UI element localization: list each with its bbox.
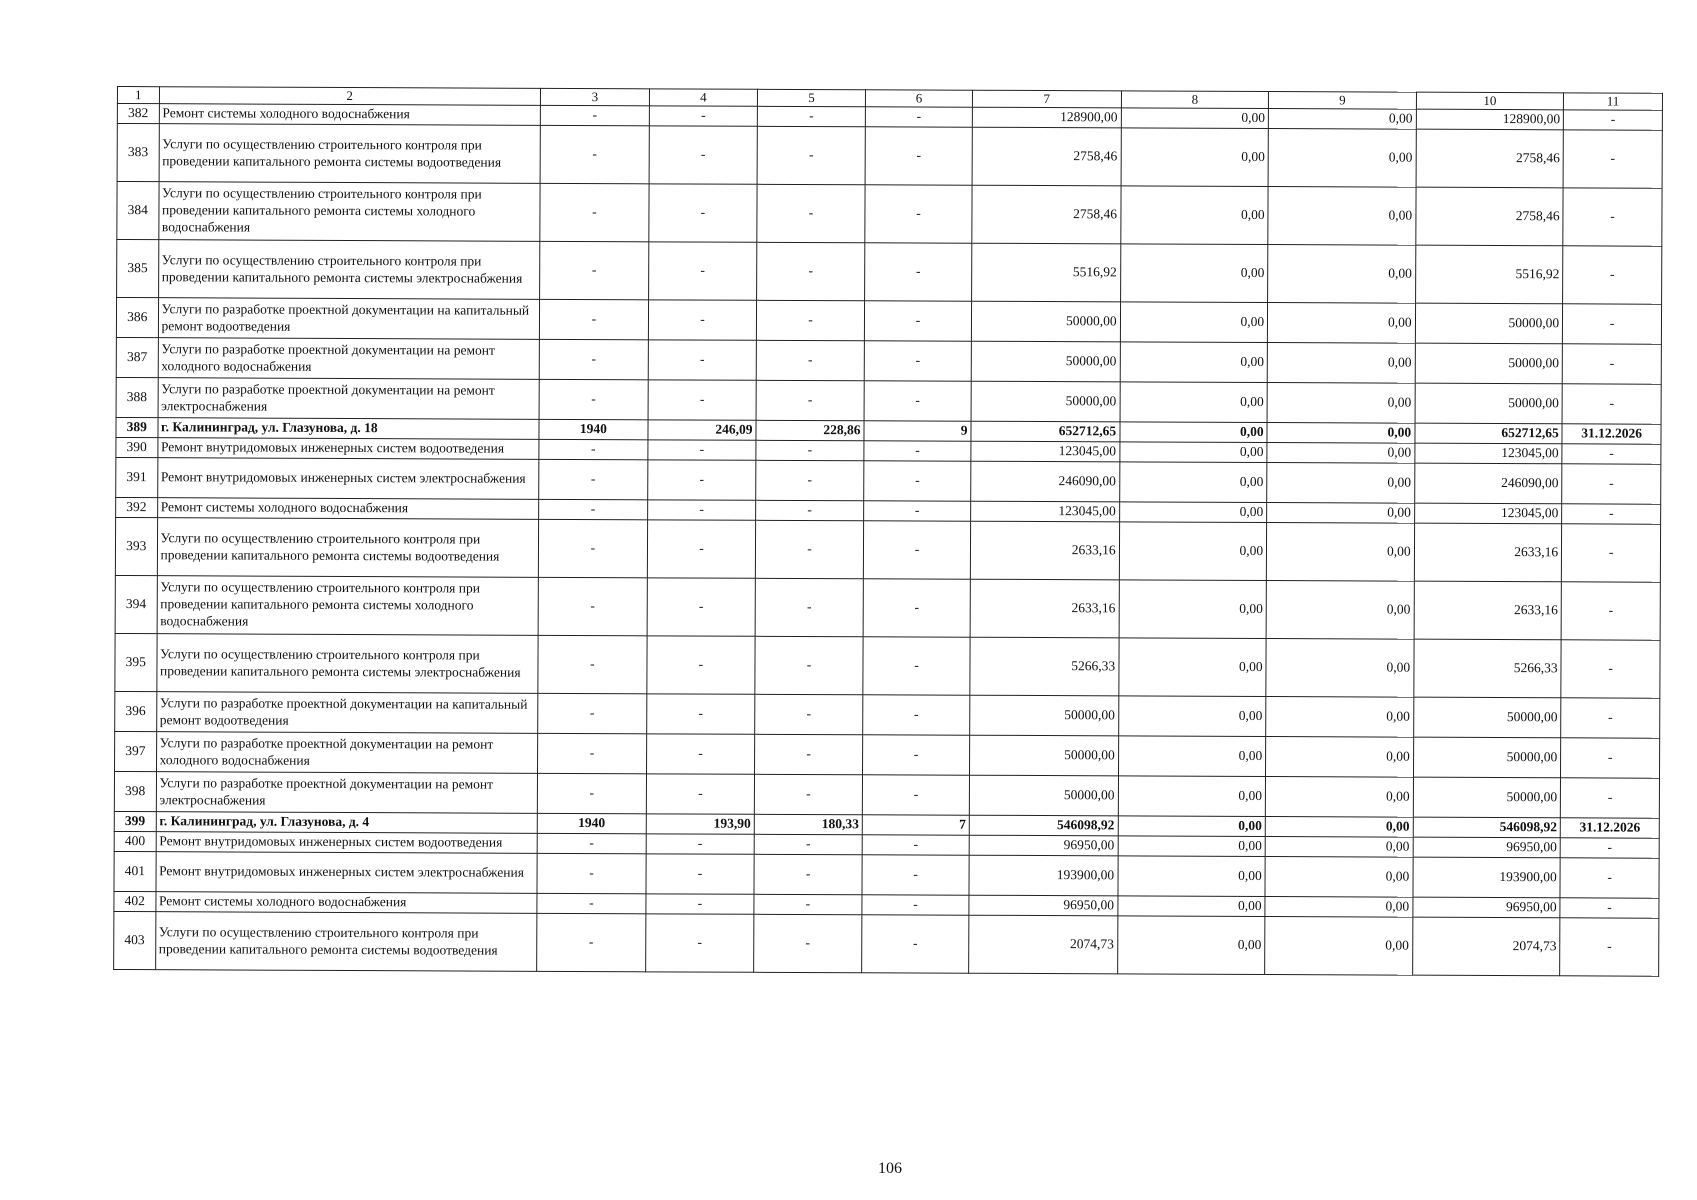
- cell-col3: -: [539, 440, 648, 460]
- table-row: [115, 634, 1660, 699]
- table-row: [115, 576, 1660, 641]
- cell-col7: 2758,46: [972, 185, 1121, 244]
- cell-col10: 96950,00: [1413, 897, 1561, 918]
- row-number: 389: [116, 418, 158, 438]
- cell-col11: 31.12.2026: [1562, 424, 1661, 444]
- cell-col3: -: [539, 460, 648, 500]
- cell-col3: 1940: [539, 420, 648, 440]
- column-header: 5: [757, 89, 865, 107]
- cell-col8: 0,00: [1121, 108, 1269, 129]
- cell-col9: 0,00: [1267, 463, 1415, 504]
- cell-col8: 0,00: [1120, 302, 1268, 343]
- table-row: [117, 182, 1662, 247]
- cell-col6: -: [864, 341, 971, 381]
- cell-col5: -: [756, 501, 864, 521]
- cell-col8: 0,00: [1118, 776, 1266, 817]
- cell-col10: 123045,00: [1415, 443, 1563, 464]
- cell-col7: 50000,00: [970, 735, 1119, 776]
- cell-col6: -: [864, 381, 971, 421]
- row-number: 394: [115, 576, 157, 634]
- cell-col10: 246090,00: [1414, 463, 1562, 504]
- cell-col3: -: [537, 854, 646, 894]
- cell-col3: 1940: [537, 814, 646, 834]
- table-row: [114, 912, 1659, 977]
- cell-col9: 0,00: [1268, 109, 1416, 130]
- cell-col11: -: [1562, 464, 1661, 504]
- cell-col6: -: [862, 855, 969, 895]
- cell-col11: -: [1562, 504, 1661, 524]
- cell-col4: 246,09: [648, 420, 756, 440]
- cell-col7: 123045,00: [971, 501, 1120, 522]
- row-number: 384: [117, 182, 159, 240]
- cell-col8: 0,00: [1118, 638, 1266, 697]
- cell-col9: 0,00: [1267, 443, 1415, 464]
- work-description: Услуги по разработке проектной документации на капитальный ремонт водоотведения: [158, 298, 539, 340]
- cell-col3: -: [536, 914, 645, 972]
- cell-col6: -: [865, 243, 972, 301]
- cell-col11: -: [1561, 738, 1660, 778]
- cell-col10: 193900,00: [1413, 857, 1561, 898]
- cell-col9: 0,00: [1267, 343, 1415, 384]
- cell-col4: -: [646, 894, 754, 914]
- work-description: Услуги по осуществлению строительного контроля при проведении капитального ремонта системы электроснабжения: [156, 634, 538, 694]
- cell-col6: -: [862, 835, 969, 855]
- work-description: Услуги по осуществлению строительного контроля при проведении капитального ремонта системы водоотведения: [157, 518, 539, 578]
- cell-col11: 31.12.2026: [1560, 818, 1659, 838]
- cell-col6: -: [863, 637, 970, 695]
- row-number: 396: [115, 692, 157, 732]
- cell-col10: 5516,92: [1415, 245, 1563, 304]
- cell-col3: -: [537, 774, 646, 814]
- cell-col7: 50000,00: [971, 301, 1120, 342]
- cell-col10: 50000,00: [1413, 697, 1561, 738]
- cell-col9: 0,00: [1268, 187, 1416, 246]
- cell-col3: -: [540, 106, 649, 126]
- cell-col4: -: [647, 520, 755, 578]
- column-header: 6: [865, 90, 972, 108]
- table-row: [116, 338, 1661, 385]
- cell-col5: -: [757, 127, 865, 185]
- cell-col8: 0,00: [1119, 442, 1267, 463]
- cell-col11: -: [1561, 778, 1660, 818]
- work-description: Услуги по осуществлению строительного контроля при проведении капитального ремонта системы холодного водоснабжения: [158, 182, 540, 242]
- cell-col11: -: [1562, 384, 1661, 424]
- cell-col6: -: [862, 775, 969, 815]
- document-sheet: [113, 86, 1663, 977]
- row-number: 385: [117, 240, 159, 298]
- column-header: 9: [1269, 92, 1417, 110]
- cell-col7: 193900,00: [969, 855, 1118, 896]
- cell-col9: 0,00: [1267, 383, 1415, 424]
- cell-col3: -: [538, 500, 647, 520]
- column-header: 1: [117, 87, 159, 104]
- cell-col9: 0,00: [1266, 639, 1414, 698]
- row-number: 395: [115, 634, 157, 692]
- table-row: [117, 124, 1662, 189]
- cell-col4: -: [648, 500, 756, 520]
- cell-col3: -: [537, 834, 646, 854]
- cell-col5: -: [755, 579, 863, 637]
- cell-col7: 128900,00: [972, 107, 1121, 128]
- cell-col10: 50000,00: [1413, 777, 1561, 818]
- cell-col5: -: [756, 301, 864, 341]
- cell-col7: 2633,16: [970, 521, 1119, 580]
- work-description: Услуги по разработке проектной документации на капитальный ремонт водоотведения: [156, 692, 537, 734]
- cell-col9: 0,00: [1267, 503, 1415, 524]
- row-number: 393: [115, 518, 157, 576]
- work-description: Услуги по осуществлению строительного контроля при проведении капитального ремонта системы водоотведения: [159, 124, 541, 184]
- column-header: 10: [1416, 92, 1564, 110]
- cell-col5: -: [754, 895, 862, 915]
- cell-col7: 2074,73: [969, 915, 1118, 974]
- repair-program-table: [113, 86, 1663, 977]
- column-header: 4: [649, 89, 757, 107]
- cell-col7: 96950,00: [969, 895, 1118, 916]
- cell-col8: 0,00: [1119, 580, 1267, 639]
- cell-col8: 0,00: [1118, 816, 1266, 837]
- cell-col10: 128900,00: [1416, 109, 1564, 130]
- cell-col9: 0,00: [1265, 777, 1413, 818]
- column-header: 3: [540, 88, 649, 106]
- cell-col10: 5266,33: [1414, 639, 1562, 698]
- cell-col4: -: [648, 460, 756, 500]
- cell-col9: 0,00: [1265, 837, 1413, 858]
- cell-col6: -: [862, 895, 969, 915]
- cell-col7: 652712,65: [971, 421, 1120, 442]
- work-description: Ремонт системы холодного водоснабжения: [155, 892, 536, 914]
- cell-col4: -: [646, 774, 754, 814]
- work-description: Услуги по разработке проектной документации на ремонт холодного водоснабжения: [156, 732, 537, 774]
- cell-col8: 0,00: [1119, 462, 1267, 503]
- cell-col8: 0,00: [1120, 422, 1268, 443]
- cell-col3: -: [540, 184, 649, 242]
- cell-col10: 2633,16: [1414, 581, 1562, 640]
- cell-col10: 50000,00: [1415, 383, 1563, 424]
- column-header: 8: [1121, 91, 1269, 109]
- cell-col8: 0,00: [1120, 382, 1268, 423]
- cell-col7: 50000,00: [971, 341, 1120, 382]
- cell-col10: 2758,46: [1416, 187, 1564, 246]
- cell-col7: 50000,00: [971, 381, 1120, 422]
- cell-col3: -: [538, 636, 647, 694]
- cell-col11: -: [1560, 858, 1659, 898]
- cell-col6: -: [865, 185, 972, 243]
- row-number: 398: [114, 772, 156, 812]
- cell-col5: 228,86: [756, 421, 864, 441]
- cell-col8: 0,00: [1120, 342, 1268, 383]
- cell-col6: 9: [864, 421, 971, 441]
- cell-col11: -: [1563, 304, 1662, 344]
- cell-col9: 0,00: [1267, 423, 1415, 444]
- cell-col9: 0,00: [1265, 897, 1413, 918]
- cell-col7: 5516,92: [972, 243, 1121, 302]
- cell-col6: -: [863, 695, 970, 735]
- cell-col11: -: [1564, 110, 1663, 130]
- cell-col4: -: [646, 834, 754, 854]
- work-description: Услуги по осуществлению строительного контроля при проведении капитального ремонта системы электроснабжения: [158, 240, 540, 300]
- cell-col4: -: [647, 636, 755, 694]
- cell-col5: -: [757, 243, 865, 301]
- cell-col11: -: [1563, 246, 1662, 304]
- cell-col9: 0,00: [1266, 581, 1414, 640]
- cell-col7: 546098,92: [969, 815, 1118, 836]
- cell-col8: 0,00: [1118, 896, 1266, 917]
- cell-col3: -: [539, 242, 648, 300]
- cell-col3: -: [539, 380, 648, 420]
- table-body: [114, 87, 1663, 977]
- cell-col3: -: [539, 340, 648, 380]
- cell-col7: 246090,00: [971, 461, 1120, 502]
- cell-col10: 123045,00: [1414, 503, 1562, 524]
- cell-col11: -: [1563, 130, 1662, 188]
- cell-col5: 180,33: [754, 815, 862, 835]
- work-description: г. Калининград, ул. Глазунова, д. 4: [156, 812, 537, 834]
- cell-col6: 7: [862, 815, 969, 835]
- cell-col6: -: [865, 127, 972, 185]
- cell-col8: 0,00: [1120, 244, 1268, 303]
- cell-col8: 0,00: [1121, 128, 1269, 187]
- cell-col4: -: [649, 126, 757, 184]
- cell-col10: 50000,00: [1415, 303, 1563, 344]
- row-number: 386: [116, 298, 158, 338]
- table-row: [114, 852, 1659, 899]
- cell-col10: 50000,00: [1413, 737, 1561, 778]
- cell-col9: 0,00: [1268, 245, 1416, 304]
- work-description: Услуги по разработке проектной документации на ремонт электроснабжения: [156, 772, 537, 814]
- cell-col5: -: [754, 775, 862, 815]
- cell-col11: -: [1562, 524, 1661, 582]
- cell-col10: 50000,00: [1415, 343, 1563, 384]
- cell-col5: -: [756, 381, 864, 421]
- column-header: 2: [159, 87, 540, 106]
- table-row: [116, 378, 1661, 425]
- row-number: 388: [116, 378, 158, 418]
- row-number: 401: [114, 852, 156, 892]
- cell-col8: 0,00: [1117, 916, 1265, 975]
- cell-col6: -: [863, 735, 970, 775]
- cell-col3: -: [537, 894, 646, 914]
- cell-col4: -: [649, 106, 757, 126]
- cell-col9: 0,00: [1268, 129, 1416, 188]
- cell-col9: 0,00: [1265, 857, 1413, 898]
- cell-col6: -: [863, 521, 970, 579]
- cell-col11: -: [1560, 898, 1659, 918]
- cell-col4: -: [647, 694, 755, 734]
- cell-col11: -: [1561, 640, 1660, 698]
- cell-col5: -: [755, 735, 863, 775]
- work-description: Ремонт внутридомовых инженерных систем электроснабжения: [156, 852, 537, 894]
- cell-col10: 2633,16: [1414, 523, 1562, 582]
- cell-col7: 50000,00: [969, 775, 1118, 816]
- cell-col8: 0,00: [1118, 856, 1266, 897]
- cell-col11: -: [1563, 188, 1662, 246]
- cell-col10: 652712,65: [1415, 423, 1563, 444]
- cell-col9: 0,00: [1266, 737, 1414, 778]
- cell-col7: 5266,33: [970, 637, 1119, 696]
- cell-col6: -: [862, 915, 969, 973]
- cell-col5: -: [754, 915, 862, 973]
- cell-col4: -: [649, 184, 757, 242]
- cell-col4: -: [646, 734, 754, 774]
- cell-col7: 2633,16: [970, 579, 1119, 638]
- cell-col3: -: [538, 578, 647, 636]
- cell-col8: 0,00: [1119, 522, 1267, 581]
- work-description: Услуги по осуществлению строительного контроля при проведении капитального ремонта системы водоотведения: [155, 912, 537, 972]
- cell-col6: -: [865, 107, 972, 127]
- cell-col11: -: [1561, 582, 1660, 640]
- work-description: Услуги по разработке проектной документации на ремонт холодного водоснабжения: [158, 338, 539, 380]
- cell-col11: -: [1560, 918, 1659, 976]
- work-description: Ремонт системы холодного водоснабжения: [157, 498, 538, 520]
- table-row: [115, 732, 1660, 779]
- cell-col4: -: [648, 380, 756, 420]
- table-row: [116, 298, 1661, 345]
- cell-col11: -: [1562, 344, 1661, 384]
- row-number: 387: [116, 338, 158, 378]
- cell-col5: -: [756, 441, 864, 461]
- cell-col8: 0,00: [1118, 696, 1266, 737]
- cell-col5: -: [755, 637, 863, 695]
- cell-col4: -: [648, 440, 756, 460]
- row-number: 391: [116, 458, 158, 498]
- column-header: 11: [1564, 93, 1663, 111]
- cell-col6: -: [864, 441, 971, 461]
- cell-col4: -: [649, 242, 757, 300]
- cell-col8: 0,00: [1118, 736, 1266, 777]
- row-number: 400: [114, 832, 156, 852]
- cell-col3: -: [540, 126, 649, 184]
- cell-col5: -: [757, 185, 865, 243]
- cell-col7: 50000,00: [970, 695, 1119, 736]
- row-number: 397: [115, 732, 157, 772]
- cell-col7: 96950,00: [969, 835, 1118, 856]
- cell-col8: 0,00: [1120, 186, 1268, 245]
- cell-col10: 2758,46: [1416, 129, 1564, 188]
- cell-col6: -: [864, 501, 971, 521]
- cell-col8: 0,00: [1118, 836, 1266, 857]
- cell-col3: -: [539, 300, 648, 340]
- cell-col4: -: [646, 854, 754, 894]
- cell-col5: -: [755, 695, 863, 735]
- table-row: [114, 772, 1659, 819]
- cell-col11: -: [1560, 838, 1659, 858]
- cell-col10: 96950,00: [1413, 837, 1561, 858]
- cell-col6: -: [863, 579, 970, 637]
- cell-col8: 0,00: [1119, 502, 1267, 523]
- cell-col4: -: [647, 578, 755, 636]
- cell-col5: -: [754, 835, 862, 855]
- work-description: Ремонт системы холодного водоснабжения: [159, 104, 540, 126]
- cell-col3: -: [537, 734, 646, 774]
- page-number: 106: [878, 1160, 902, 1177]
- cell-col6: -: [864, 301, 971, 341]
- cell-col6: -: [864, 461, 971, 501]
- cell-col10: 2074,73: [1412, 917, 1560, 976]
- cell-col4: -: [646, 914, 754, 972]
- cell-col5: -: [754, 855, 862, 895]
- cell-col11: -: [1561, 698, 1660, 738]
- cell-col5: -: [756, 461, 864, 501]
- row-number: 392: [116, 498, 158, 518]
- work-description: Ремонт внутридомовых инженерных систем водоотведения: [156, 832, 537, 854]
- work-description: Ремонт внутридомовых инженерных систем электроснабжения: [157, 458, 538, 500]
- cell-col7: 123045,00: [971, 441, 1120, 462]
- table-row: [117, 240, 1662, 305]
- cell-col9: 0,00: [1266, 697, 1414, 738]
- table-row: [116, 458, 1661, 505]
- row-number: 382: [117, 104, 159, 124]
- row-number: 402: [114, 892, 156, 912]
- table-row: [115, 518, 1660, 583]
- row-number: 403: [114, 912, 156, 970]
- cell-col4: -: [648, 340, 756, 380]
- cell-col5: -: [756, 341, 864, 381]
- cell-col5: -: [755, 521, 863, 579]
- cell-col11: -: [1562, 444, 1661, 464]
- cell-col9: 0,00: [1265, 817, 1413, 838]
- cell-col7: 2758,46: [972, 127, 1121, 186]
- cell-col9: 0,00: [1267, 523, 1415, 582]
- cell-col5: -: [757, 107, 865, 127]
- work-description: Услуги по разработке проектной документации на ремонт электроснабжения: [158, 378, 539, 420]
- table-row: [115, 692, 1660, 739]
- cell-col3: -: [538, 520, 647, 578]
- row-number: 383: [117, 124, 159, 182]
- work-description: Ремонт внутридомовых инженерных систем водоотведения: [157, 438, 538, 460]
- cell-col9: 0,00: [1265, 917, 1413, 976]
- row-number: 390: [116, 438, 158, 458]
- cell-col9: 0,00: [1268, 303, 1416, 344]
- cell-col10: 546098,92: [1413, 817, 1561, 838]
- cell-col3: -: [538, 694, 647, 734]
- column-header: 7: [972, 90, 1121, 108]
- work-description: Услуги по осуществлению строительного контроля при проведении капитального ремонта системы холодного водоснабжения: [157, 576, 539, 636]
- cell-col4: -: [648, 300, 756, 340]
- work-description: г. Калининград, ул. Глазунова, д. 18: [158, 418, 539, 440]
- cell-col4: 193,90: [646, 814, 754, 834]
- row-number: 399: [114, 812, 156, 832]
